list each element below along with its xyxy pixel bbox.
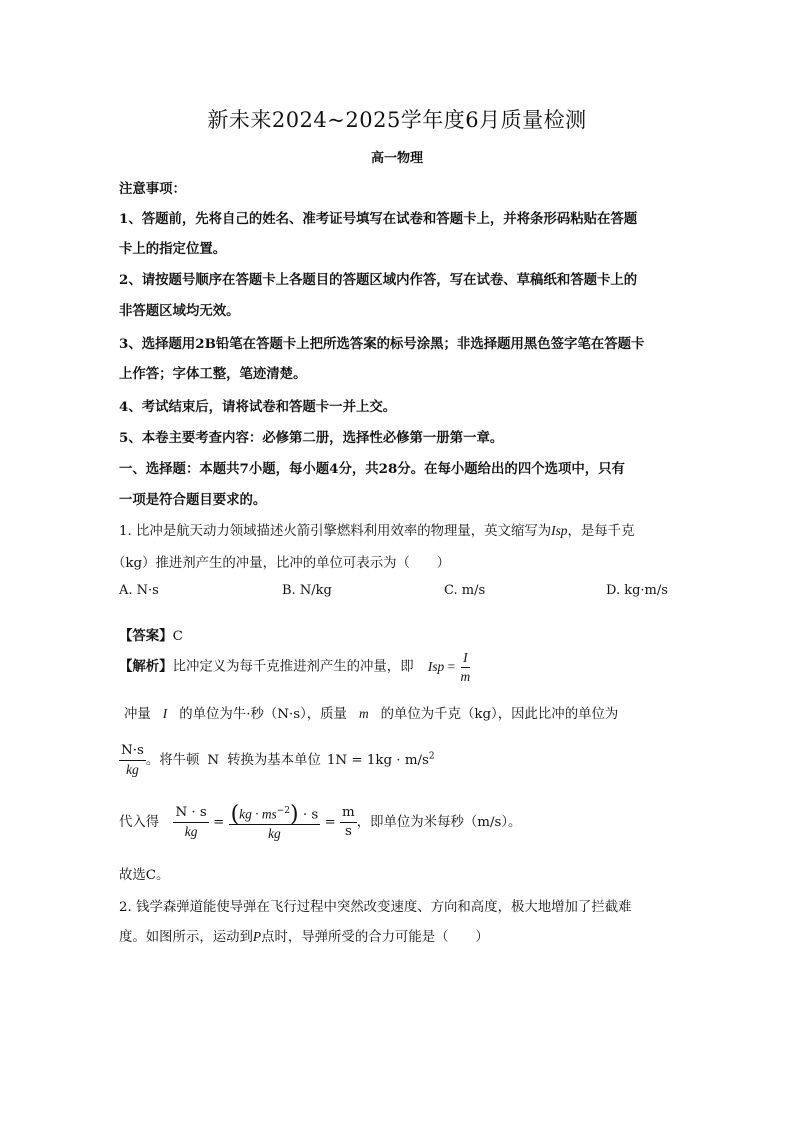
analysis-line2: 冲量 I 的单位为牛·秒（N·s），质量 m 的单位为千克（kg），因此比冲的单位为 (124, 706, 619, 722)
page-title: 新未来2024~2025学年度6月质量检测 (207, 108, 587, 132)
question-1-text-b: ，是每千克 (567, 524, 635, 539)
option-a: A. N·s (119, 583, 159, 598)
substitution-fraction-2: $\frac{(kg \cdot ms^{-2}) \cdot s}{kg}$ (230, 801, 319, 842)
substitution-label: 代入得 (119, 815, 160, 831)
substitution-line: 代入得 $\frac{N \cdot s}{kg}$ = $\frac{(kg \cdot ms^{-2}) \cdot s}{kg}$ = $\frac{m}{s}$ ，即单位为米每秒（m/s）。 (119, 801, 522, 842)
notice-item-3b: 上作答；字体工整，笔迹清楚。 (119, 366, 307, 382)
formula-fraction: $\frac{I}{m}$ (460, 650, 471, 684)
isp-variable: Isp (551, 523, 568, 538)
option-c: C. m/s (444, 583, 486, 598)
question-1-text-a: 1. 比冲是航天动力领域描述火箭引擎燃料利用效率的物理量，英文缩写为 (119, 524, 552, 539)
newton-conversion: $1N = 1kg \cdot m/s^2$ (326, 751, 435, 768)
answer-value: C (172, 629, 183, 644)
substitution-fraction-3: $\frac{m}{s}$ (342, 805, 355, 840)
substitution-tail: ，即单位为米每秒（m/s）。 (356, 815, 522, 831)
option-d: D. kg·m/s (606, 583, 668, 598)
point-p-variable: P (252, 929, 262, 944)
notice-heading: 注意事项： (119, 181, 186, 197)
substitution-fraction-1: $\frac{N \cdot s}{kg}$ (175, 805, 207, 840)
analysis-line3: $\frac{N\cdot s}{kg}$ 。将牛顿 N 转换为基本单位 $1N = 1kg \cdot m/s^2$ (121, 743, 435, 777)
option-b: B. N/kg (282, 583, 332, 598)
page-subtitle: 高一物理 (370, 151, 423, 166)
notice-item-5: 5、本卷主要考查内容：必修第二册，选择性必修第一册第一章。 (119, 430, 504, 446)
notice-item-2a: 2、请按题号顺序在答题卡上各题目的答题区域内作答，写在试卷、草稿纸和答题卡上的 (119, 272, 638, 288)
notice-item-3a: 3、选择题用2B铅笔在答题卡上把所选答案的标号涂黑；非选择题用黑色签字笔在答题卡 (119, 336, 645, 352)
question-1-line2: （kg）推进剂产生的冲量，比冲的单位可表示为（ ） (112, 556, 451, 571)
question-1-line1 (119, 520, 634, 539)
conclusion-line: 故选C。 (119, 868, 170, 883)
analysis-tag: 【解析】 (119, 658, 173, 675)
notice-item-4: 4、考试结束后，请将试卷和答题卡一并上交。 (119, 399, 397, 415)
analysis-text-1: 比冲定义为每千克推进剂产生的冲量，即 (172, 659, 414, 675)
notice-item-1b: 卡上的指定位置。 (119, 241, 227, 257)
analysis-line1 (119, 649, 472, 686)
section-heading-line2: 一项是符合题目要求的。 (119, 492, 267, 508)
newton-symbol: N (207, 753, 220, 768)
question-2-line2: 度。如图所示，运动到P点时，导弹所受的合力可能是（ ） (119, 929, 489, 945)
notice-item-2b: 非答题区域均无效。 (119, 303, 240, 319)
section-heading-line1: 一、选择题：本题共7小题，每小题4分，共28分。在每小题给出的四个选项中，只有 (119, 461, 625, 477)
impulse-variable: I (162, 706, 168, 721)
formula-isp: Isp = $\frac{I}{m}$ (427, 650, 471, 684)
question-2-line1: 2. 钱学森弹道能使导弹在飞行过程中突然改变速度、方向和高度，极大地增加了拦截难 (119, 900, 632, 915)
notice-item-1a: 1、答题前，先将自己的姓名、准考证号填写在试卷和答题卡上，并将条形码粘贴在答题 (119, 211, 638, 227)
unit-fraction: $\frac{N\cdot s}{kg}$ (121, 743, 144, 777)
answer-tag: 【答案】 (119, 628, 173, 644)
mass-variable: m (358, 706, 369, 721)
answer-line (119, 625, 183, 644)
